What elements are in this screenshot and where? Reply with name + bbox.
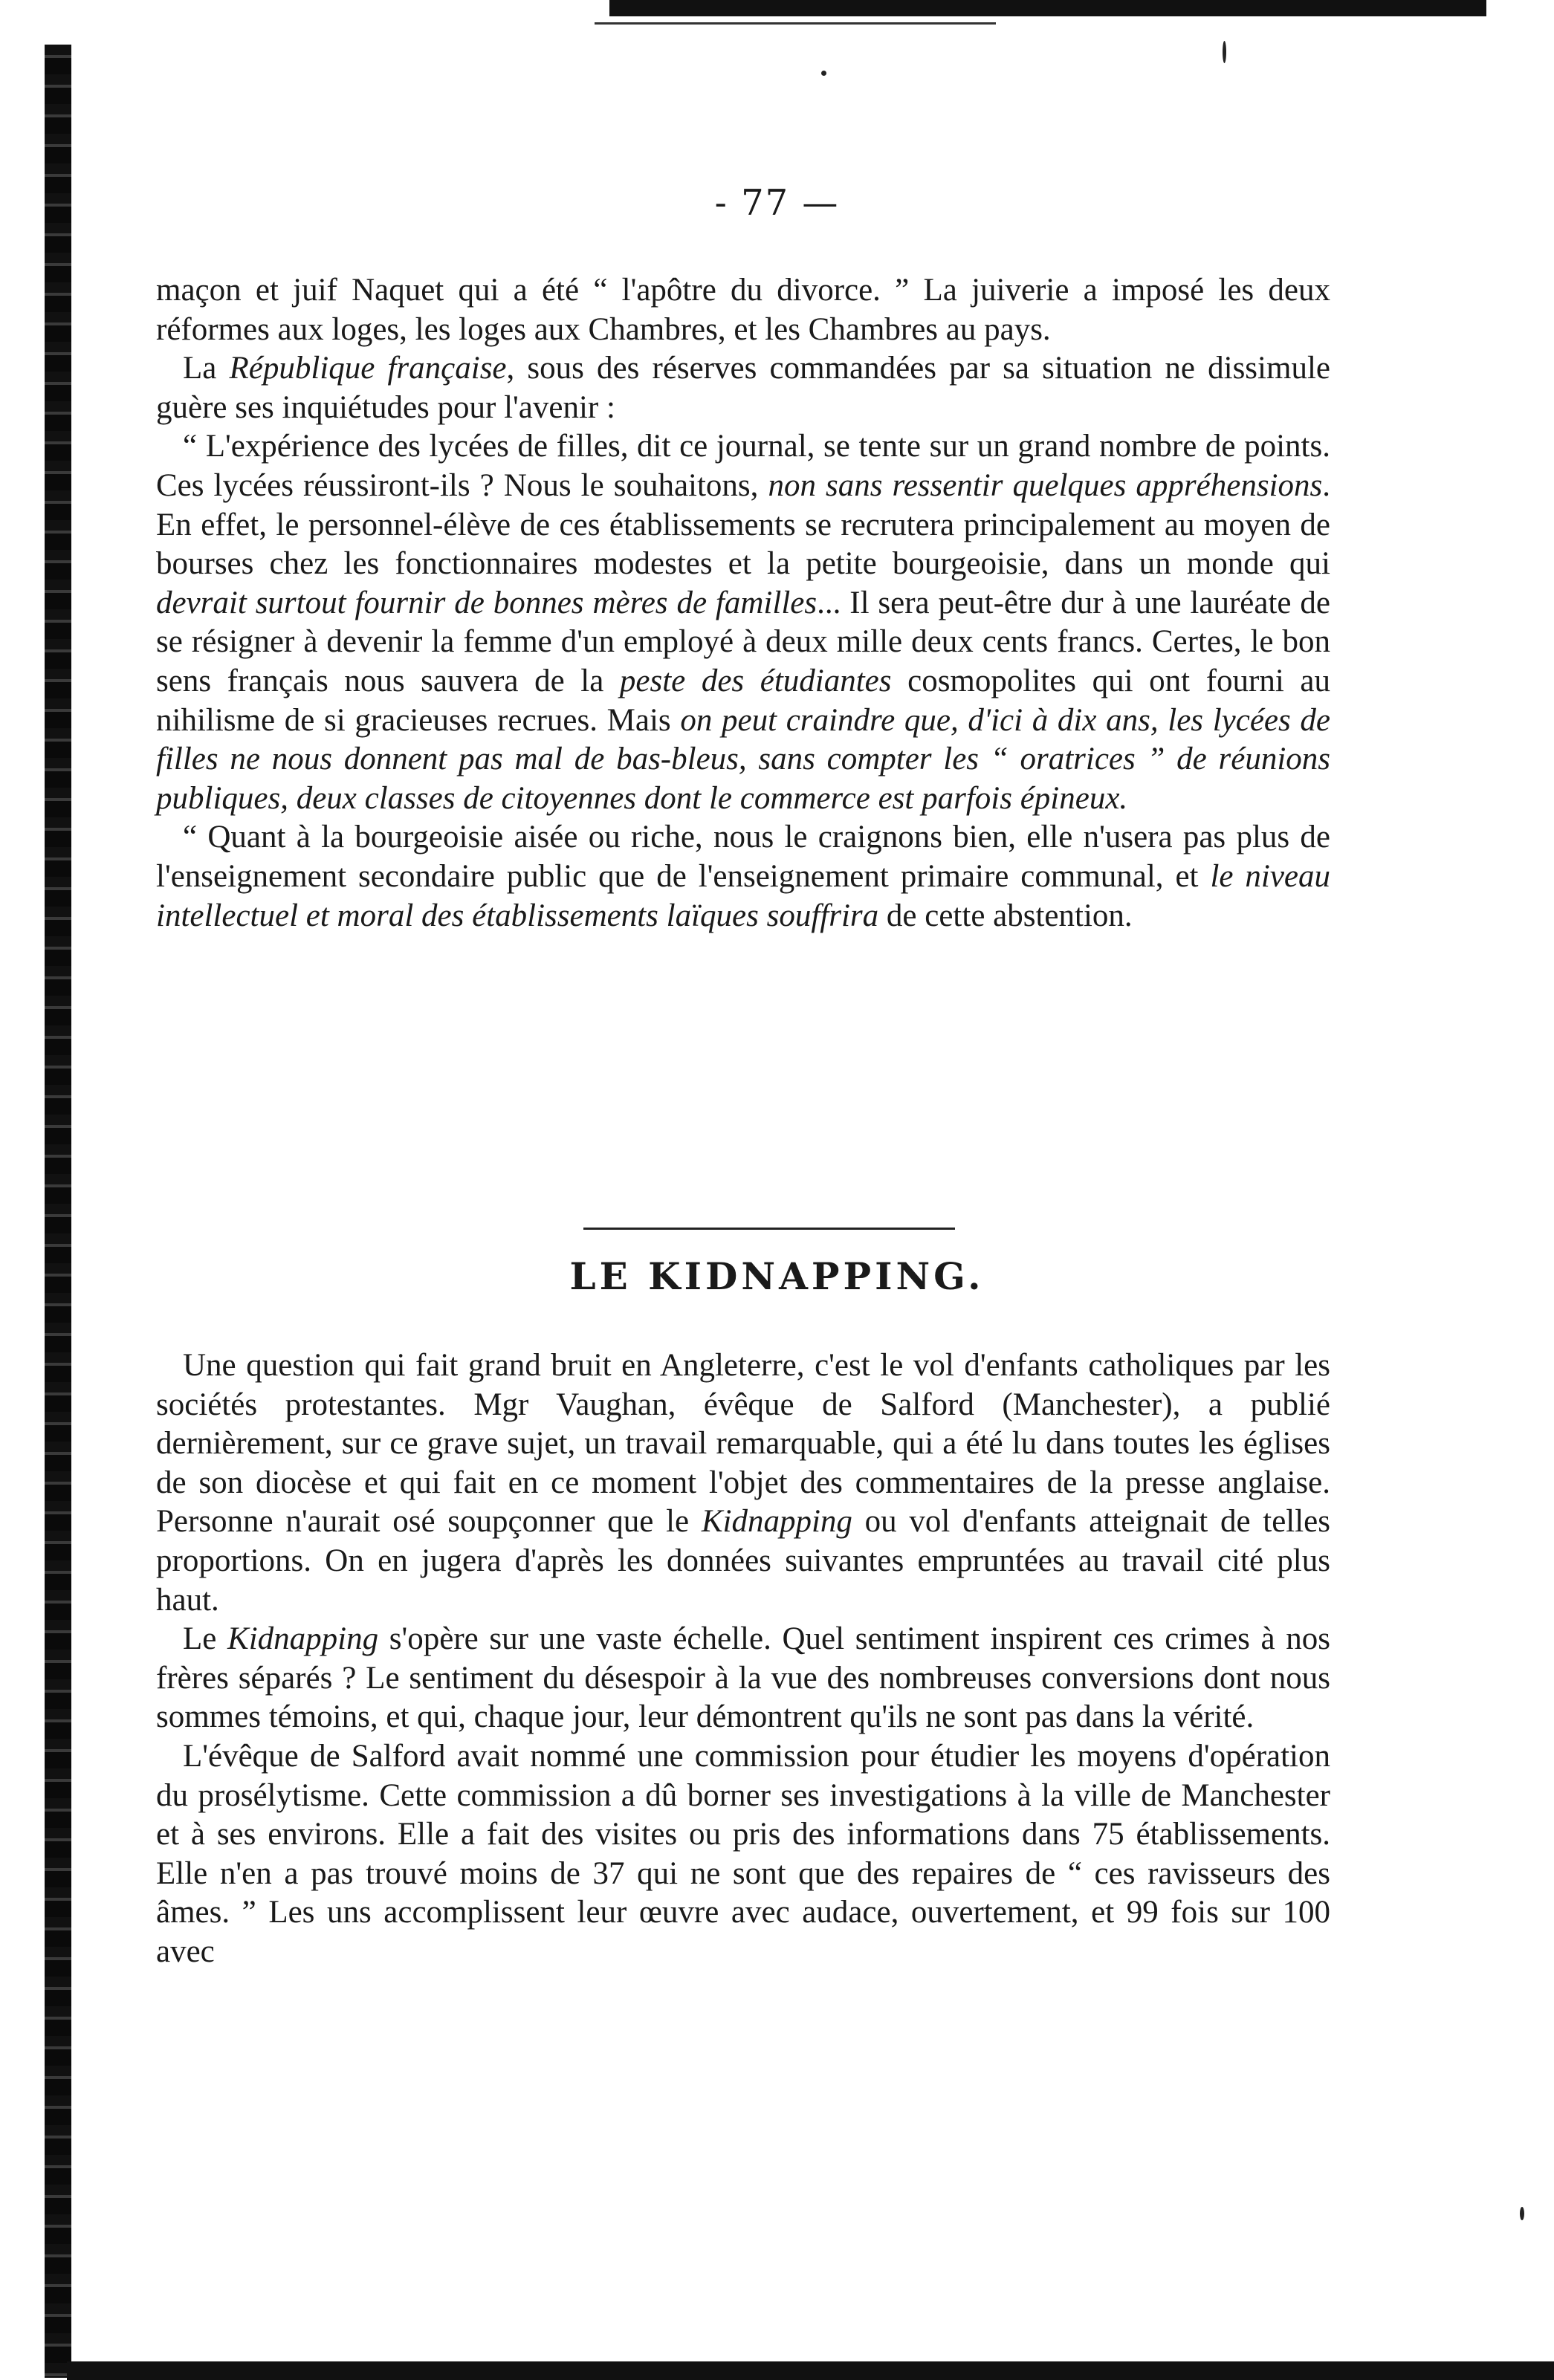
text-segment: “ L'expérience des lycées de filles, dit ce journal, se tente sur un grand nombre de points. Ces lycées réussiront-ils ? Nous le souhaitons, — [156, 429, 1330, 503]
scan-speck — [821, 71, 826, 76]
paragraph — [156, 1737, 1330, 1972]
text-segment: cosmopolites qui ont fourni au nihilisme de si gracieuses recrues. Mais — [156, 663, 1330, 738]
text-segment: Le — [183, 1621, 228, 1657]
text-segment: maçon et juif Naquet qui a été “ l'apôtre du divorce. ” La juiverie a imposé les deux réformes aux loges, les loges aux Chambres, et les Chambres au pays. — [156, 273, 1330, 347]
page-number: - 77 — — [714, 182, 840, 224]
scan-speck — [1223, 41, 1226, 63]
paragraph — [156, 818, 1330, 936]
italic-text-segment: Kidnapping — [227, 1621, 379, 1657]
italic-text-segment: non sans ressentir quelques appréhensions — [768, 467, 1323, 503]
text-segment: s'opère sur une vaste échelle. Quel sentiment inspirent ces crimes à nos frères séparés ? Le sentiment du désespoir à la vue des nombreuses conversions dont nous sommes témoins, et qui, chaque jour, leur démontrent qu'ils ne sont pas dans la vérité. — [156, 1621, 1330, 1735]
section-divider — [583, 1228, 955, 1230]
paragraph — [156, 1346, 1330, 1620]
text-segment: Une question qui fait grand bruit en Angleterre, c'est le vol d'enfants catholiques par les sociétés protestantes. Mgr Vaughan, évêque de Salford (Manchester), a publié dernièrement, sur ce grave sujet, un travail remarquable, qui a été lu dans toutes les églises de son diocèse et qui fait en ce moment l'objet des commentaires de la presse anglaise. Personne n'aurait osé soupçonner que le — [156, 1348, 1330, 1540]
text-segment: “ Quant à la bourgeoisie aisée ou riche, nous le craignons bien, elle n'usera pas plus de l'enseignement secondaire public que de l'enseignement primaire communal, et — [156, 820, 1330, 894]
italic-text-segment: le niveau intellectuel et moral des établissements laïques souffrira — [156, 858, 1331, 933]
paragraph — [156, 427, 1330, 818]
italic-text-segment: Kidnapping — [701, 1504, 852, 1540]
italic-text-segment: peste des étudiantes — [619, 663, 892, 698]
text-segment: ... Il sera peut-être dur à une lauréate de se résigner à devenir la femme d'un employé à deux mille deux cents francs. Certes, le bon sens français nous sauvera de la — [156, 585, 1330, 698]
text-segment: L'évêque de Salford avait nommé une commission pour étudier les moyens d'opération du prosélytisme. Cette commission a dû borner ses investigations à la ville de Manchester et à ses environs. Elle a fait des visites ou pris des informations dans 75 établissements. Elle n'en a pas trouvé moins de 37 qui ne sont que des repaires de “ ces ravisseurs des âmes. ” Les uns accomplissent leur œuvre avec audace, ouvertement, et 99 fois sur 100 avec — [156, 1738, 1330, 1969]
scan-bottom-edge — [67, 2361, 1554, 2380]
article-continued-text — [156, 271, 1330, 936]
article2-paragraphs — [156, 1346, 1330, 1972]
scan-top-edge — [609, 0, 1486, 16]
italic-text-segment: on peut craindre que, d'ici à dix ans, les lycées de filles ne nous donnent pas mal de bas-bleus, sans compter les “ oratrices ” de réunions publiques, deux classes de citoyennes dont le commerce est parfois épineux. — [156, 702, 1330, 816]
section-heading: LE KIDNAPPING. — [569, 1254, 985, 1298]
scan-top-line — [595, 22, 996, 25]
scan-speck — [1520, 2207, 1524, 2220]
text-segment: . En effet, le personnel-élève de ces établissements se recrutera principalement au moyen de bourses chez les fonctionnaires modestes et la petite bourgeoisie, dans un monde qui — [156, 467, 1330, 582]
text-segment: de cette abstention. — [878, 898, 1133, 933]
text-segment: ou vol d'enfants atteignait de telles proportions. On en jugera d'après les données suivantes empruntées au travail cité plus haut. — [156, 1504, 1331, 1618]
article1-paragraphs — [156, 271, 1330, 936]
text-segment: La — [183, 351, 230, 386]
scan-left-edge — [45, 45, 71, 2378]
paragraph — [156, 349, 1330, 427]
text-segment: , sous des réserves commandées par sa situation ne dissimule guère ses inquiétudes pour l'avenir : — [156, 351, 1330, 425]
italic-text-segment: devrait surtout fournir de bonnes mères de familles — [156, 585, 818, 620]
paragraph — [156, 1620, 1330, 1737]
italic-text-segment: République française — [229, 351, 507, 386]
kidnapping-article-text — [156, 1346, 1330, 1972]
paragraph — [156, 271, 1330, 349]
